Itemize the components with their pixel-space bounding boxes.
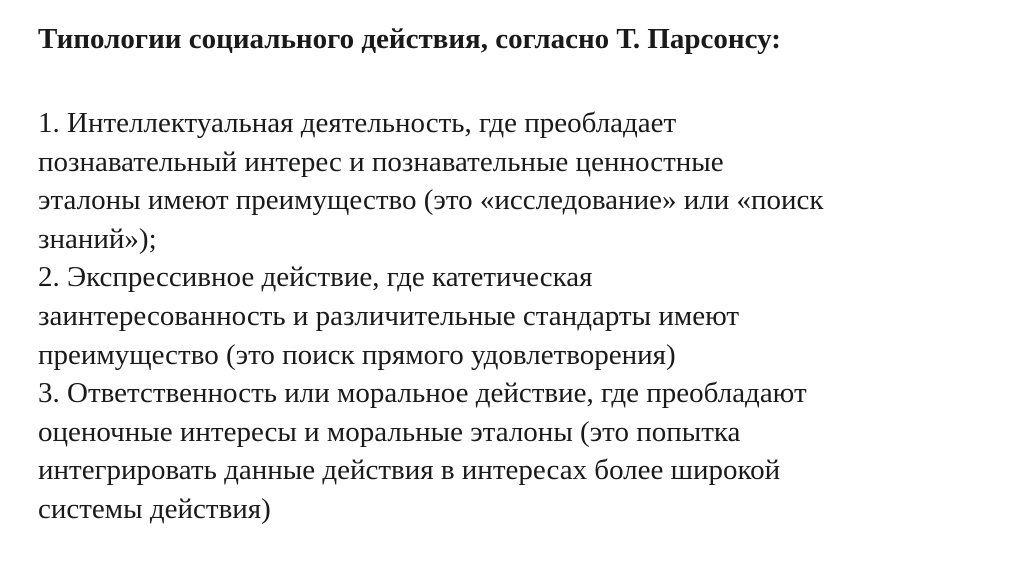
typology-3-line-3: интегрировать данные действия в интересах более широкой [38,454,781,487]
typology-1-line-4: знаний»); [38,222,157,255]
typology-1-line-3: эталоны имеют преимущество (это «исследование» или «поиск [38,184,824,217]
typology-2-line-1: 2. Экспрессивное действие, где катетическая [38,261,593,294]
typology-2-line-3: преимущество (это поиск прямого удовлетворения) [38,338,676,371]
slide-title: Типологии социального действия, согласно Т. Парсонсу: [38,23,781,55]
typology-3-line-2: оценочные интересы и моральные эталоны (это попытка [38,415,741,448]
typology-1-line-1: 1. Интеллектуальная деятельность, где преобладает [38,107,677,139]
typology-2-line-2: заинтересованность и различительные стандарты имеют [38,299,740,332]
typology-1-line-2: познавательный интерес и познавательные ценностные [38,145,724,178]
typology-3-line-4: системы действия) [38,492,271,525]
slide-body [38,104,998,529]
typology-3-line-1: 3. Ответственность или моральное действие, где преобладают [38,377,807,410]
